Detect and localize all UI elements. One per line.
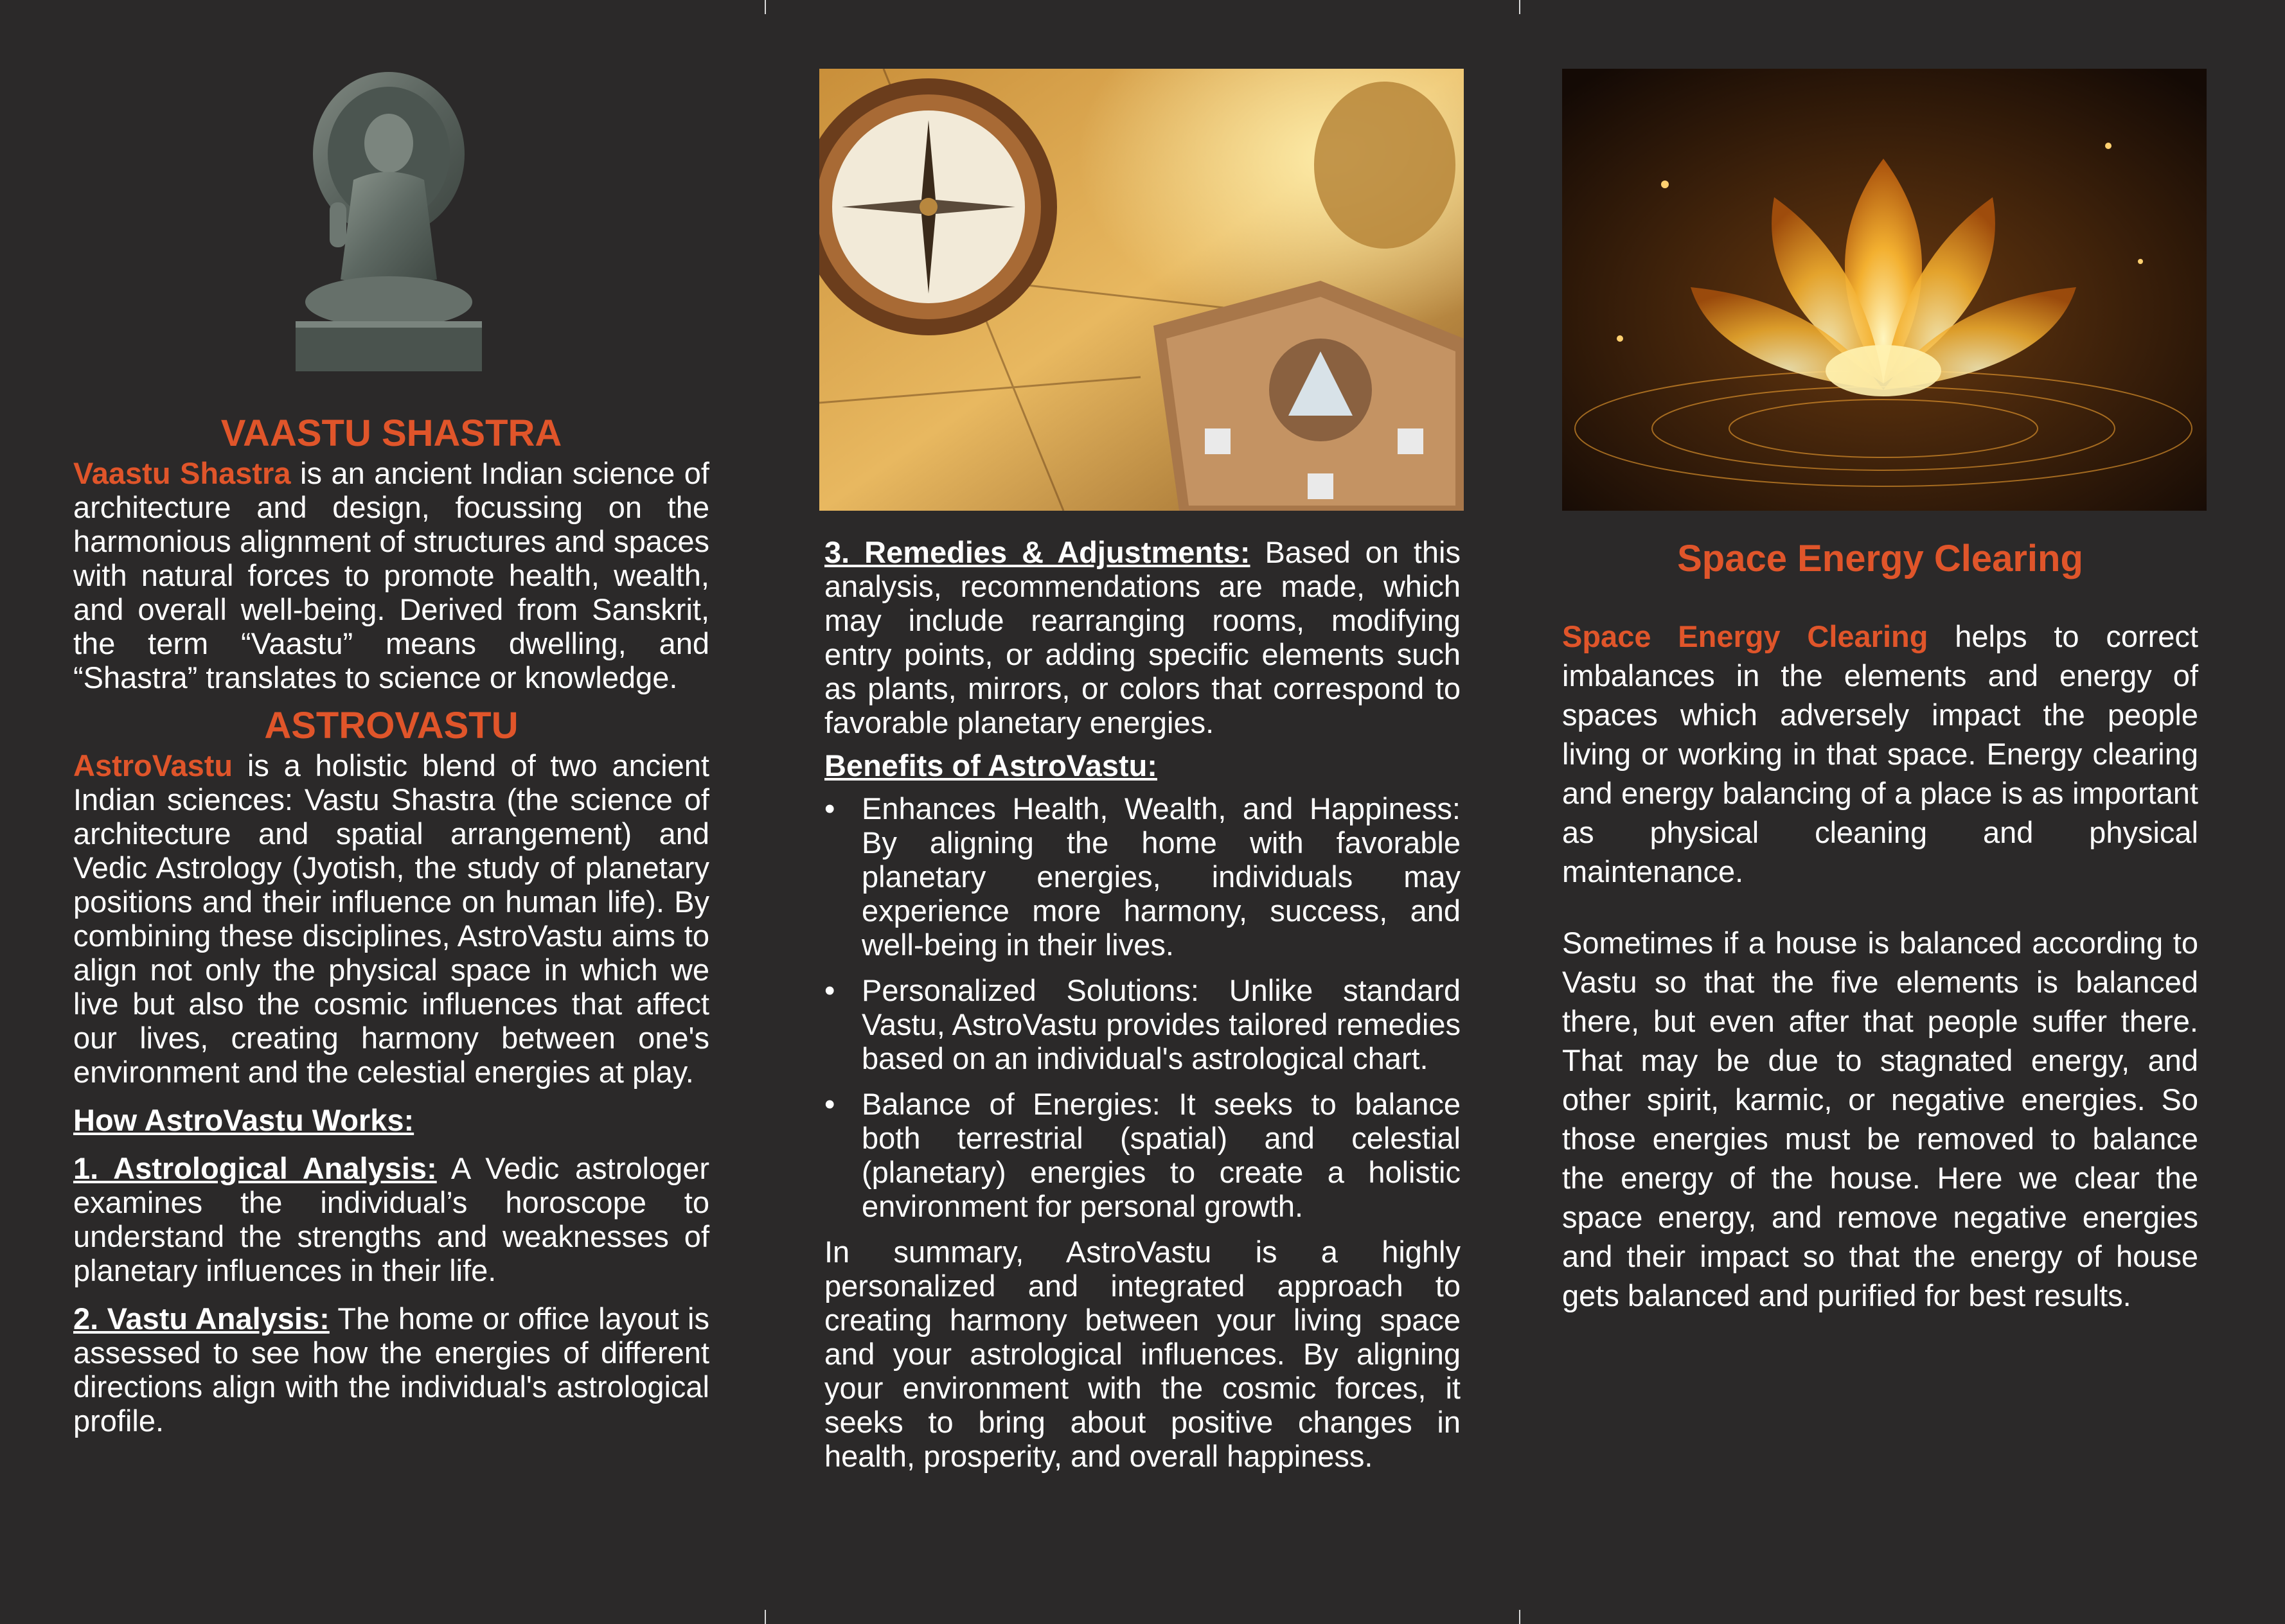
step3-body: Based on this analysis, recommendations are made, which may include rearranging rooms, modifying entry points, or adding specific elements such as plants, mirrors, or colors that correspond to favorable planetary energies. (824, 535, 1461, 739)
astrovastu-lead: AstroVastu (73, 748, 233, 782)
how-astrovastu-works-heading (73, 1103, 709, 1137)
benefits-list (824, 791, 1461, 1223)
benefits-heading (824, 748, 1461, 782)
step2-body: The home or office layout is assessed to see how the energies of different directions align with the individual's astrological profile. (73, 1302, 709, 1438)
step2-heading: 2. Vastu Analysis: (73, 1302, 330, 1336)
glowing-lotus-image (1562, 69, 2207, 511)
step3-heading: 3. Remedies & Adjustments: (824, 535, 1250, 569)
vaastu-shastra-title: VAASTU SHASTRA (220, 412, 562, 454)
astrovastu-title: ASTROVASTU (264, 705, 519, 746)
step1-body: A Vedic astrologer examines the individual’s horoscope to understand the strengths and weaknesses of planetary influences in their life. (73, 1151, 709, 1287)
left-panel (0, 0, 765, 1624)
space-energy-lead: Space Energy Clearing (1562, 619, 1928, 653)
buddha-statue-image (292, 67, 485, 373)
vaastu-shastra-lead: Vaastu Shastra (73, 456, 291, 490)
how-heading-text: How AstroVastu Works: (73, 1103, 414, 1137)
benefit-item: • Enhances Health, Wealth, and Happiness: By aligning the home with favorable planetary energies, individuals may experience more harmony, success, and well-being in their lives. (824, 791, 1461, 962)
astrovastu-paragraph (73, 748, 709, 1089)
benefits-heading-text: Benefits of AstroVastu: (824, 748, 1157, 782)
space-energy-clearing-title: Space Energy Clearing (1677, 538, 2083, 579)
step1-paragraph (73, 1151, 709, 1287)
benefit-item: • Personalized Solutions: Unlike standard Vastu, AstroVastu provides tailored remedies based on an individual's astrological chart. (824, 973, 1461, 1075)
benefit-item: • Balance of Energies: It seeks to balance both terrestrial (spatial) and celestial (planetary) energies to create a holistic environment for personal growth. (824, 1087, 1461, 1223)
summary-paragraph: In summary, AstroVastu is a highly personalized and integrated approach to creating harmony between your living space and your astrological influences. By aligning your environment with the cosmic forces, it seeks to bring about positive changes in health, prosperity, and overall happiness. (824, 1235, 1461, 1473)
step1-heading: 1. Astrological Analysis: (73, 1151, 437, 1185)
vaastu-shastra-paragraph (73, 456, 709, 694)
space-energy-body-1: helps to correct imbalances in the elements and energy of spaces which adversely impact the people living or working in that space. Energy clearing and energy balancing of a place is as important as physical cleaning and physical maintenance. (1562, 619, 2198, 888)
compass-yantra-image (819, 69, 1464, 511)
right-panel (1520, 0, 2285, 1624)
space-energy-paragraph-2: Sometimes if a house is balanced according to Vastu so that the five elements is balanced there, but even after that people suffer there. That may be due to stagnated energy, and other spirit, karmic, or negative energies. So those energies must be removed to balance the energy of the house. Here we clear the space energy, and remove negative energies and their impact so that the energy of house gets balanced and purified for best results. (1562, 926, 2198, 1312)
space-energy-paragraph-1 (1562, 617, 2198, 891)
step3-paragraph (824, 535, 1461, 739)
middle-panel (765, 0, 1520, 1624)
astrovastu-body: is a holistic blend of two ancient Indian sciences: Vastu Shastra (the science of architecture and spatial arrangement) and Vedic Astrology (Jyotish, the study of planetary positions and their influence on human life). By combining these disciplines, AstroVastu aims to align not only the physical space in which we live but also the cosmic influences that affect our lives, creating harmony between one's environment and the celestial energies at play. (73, 748, 709, 1089)
vaastu-shastra-body: is an ancient Indian science of architecture and design, focussing on the harmonious alignment of structures and spaces with natural forces to promote health, wealth, and overall well-being. Derived from Sanskrit, the term “Vaastu” means dwelling, and “Shastra” translates to science or knowledge. (73, 456, 709, 694)
step2-paragraph (73, 1302, 709, 1438)
